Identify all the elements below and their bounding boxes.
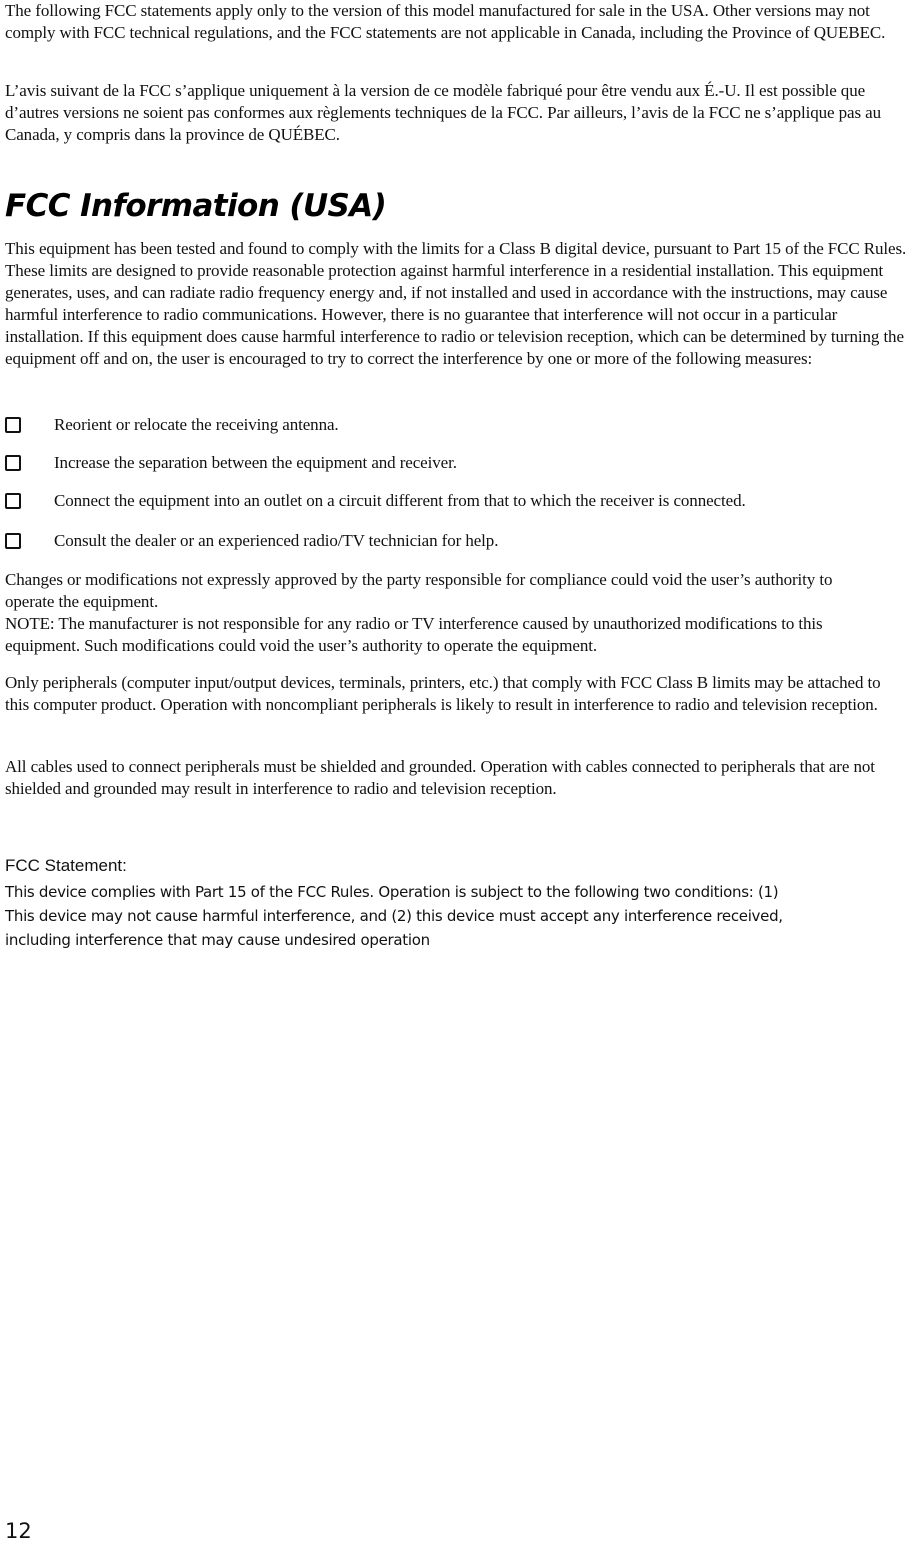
changes-paragraph: Changes or modifications not expressly approved by the party responsible for compliance could void the user’s authority to operate the equipment. — [5, 570, 833, 611]
intro-english-paragraph: The following FCC statements apply only to the version of this model manufactured for sale in the USA. Other versions may not comply with FCC technical regulations, and the FCC statements are not applicable in Canada, including the Province of QUEBEC. — [5, 1, 886, 42]
fcc-statement-body: This device complies with Part 15 of the FCC Rules. Operation is subject to the following two conditions: (1) This device may not cause harmful interference, and (2) this device must accept any interference received, including interference that may cause undesired operation — [5, 883, 783, 949]
measure-item — [5, 414, 905, 436]
checkbox-icon — [5, 417, 21, 433]
peripherals-paragraph: Only peripherals (computer input/output devices, terminals, printers, etc.) that comply with FCC Class B limits may be attached to this computer product. Operation with noncompliant peripherals is likely to result in interference to radio and television reception. — [5, 673, 881, 714]
cables-paragraph: All cables used to connect peripherals must be shielded and grounded. Operation with cables connected to peripherals that are not shielded and grounded may result in interference to radio and television reception. — [5, 757, 875, 798]
measure-item — [5, 452, 905, 474]
intro-french-paragraph: L’avis suivant de la FCC s’applique uniquement à la version de ce modèle fabriqué pour être vendu aux É.-U. Il est possible que d’autres versions ne soient pas conformes aux règlements techniques de la FCC. Par ailleurs, l’avis de la FCC ne s’applique pas au Canada, y compris dans la province de QUÉBEC. — [5, 81, 881, 144]
fcc-information-heading: FCC Information (USA) — [5, 188, 387, 224]
measure-text: Increase the separation between the equipment and receiver. — [54, 453, 457, 472]
checkbox-icon — [5, 493, 21, 509]
page-number: 12 — [5, 1519, 32, 1543]
checkbox-icon — [5, 533, 21, 549]
measure-item — [5, 530, 905, 552]
measure-item — [5, 490, 905, 512]
note-paragraph: NOTE: The manufacturer is not responsible for any radio or TV interference caused by unauthorized modifications to this equipment. Such modifications could void the user’s authority to operate the equipment. — [5, 614, 823, 655]
fcc-compliance-paragraph: This equipment has been tested and found to comply with the limits for a Class B digital device, pursuant to Part 15 of the FCC Rules. These limits are designed to provide reasonable protection against harmful interference in a residential installation. This equipment generates, uses, and can radiate radio frequency energy and, if not installed and used in accordance with the instructions, may cause harmful interference to radio communications. However, there is no guarantee that interference will not occur in a particular installation. If this equipment does cause harmful interference to radio or television reception, which can be determined by turning the equipment off and on, the user is encouraged to try to correct the interference by one or more of the following measures: — [5, 239, 907, 368]
measure-text: Consult the dealer or an experienced radio/TV technician for help. — [54, 531, 499, 550]
measure-text: Reorient or relocate the receiving antenna. — [54, 415, 339, 434]
fcc-statement-title: FCC Statement: — [5, 856, 127, 875]
checkbox-icon — [5, 455, 21, 471]
measure-text: Connect the equipment into an outlet on a circuit different from that to which the receiver is connected. — [54, 491, 746, 510]
